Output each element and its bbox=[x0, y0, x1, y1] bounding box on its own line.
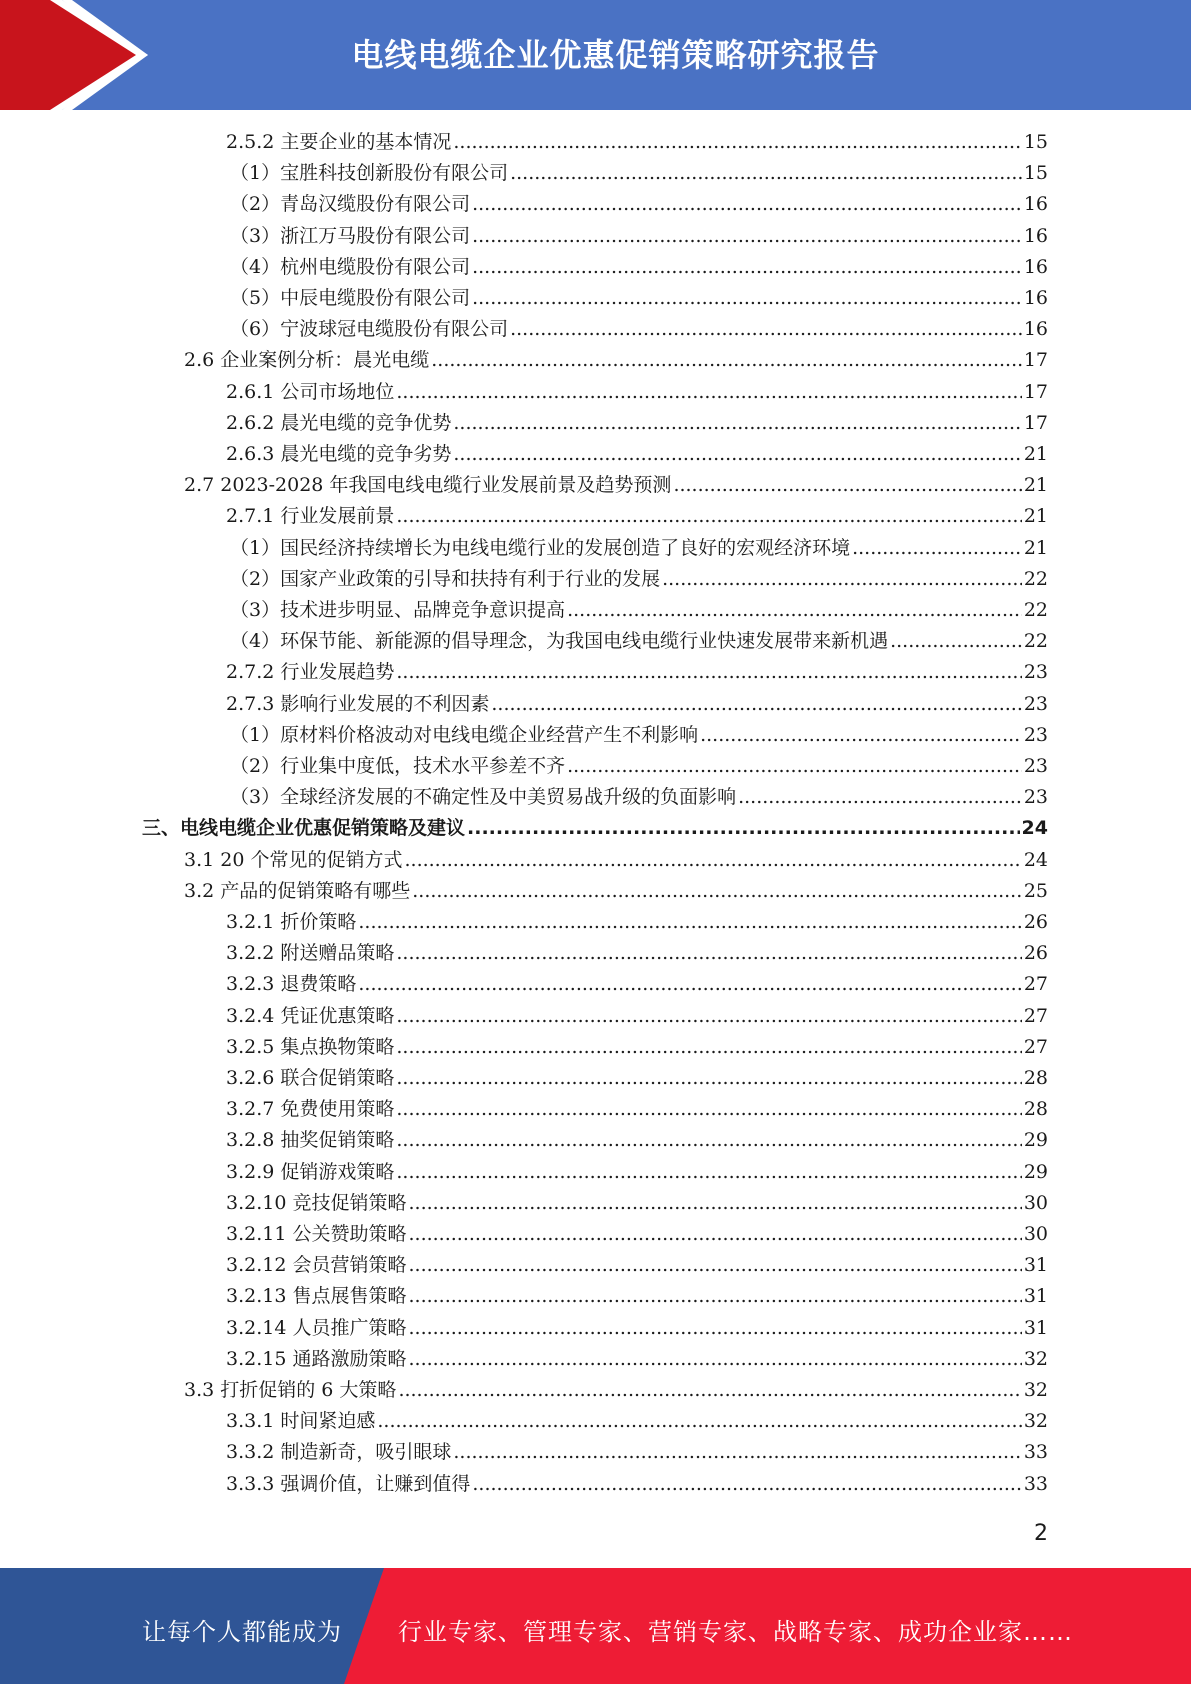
toc-entry[interactable] bbox=[226, 1125, 1048, 1156]
toc-entry-label: 2.6.2 晨光电缆的竞争优势 bbox=[226, 411, 452, 434]
toc-leader-dots bbox=[700, 720, 1022, 751]
toc-entry-page: 31 bbox=[1023, 1254, 1048, 1277]
toc-entry-label: 3.2.8 抽奖促销策略 bbox=[226, 1129, 395, 1152]
toc-entry[interactable] bbox=[230, 158, 1048, 189]
toc-entry[interactable] bbox=[226, 377, 1048, 408]
toc-leader-dots bbox=[396, 938, 1021, 969]
toc-leader-dots bbox=[510, 314, 1022, 345]
page-footer bbox=[0, 1568, 1191, 1684]
toc-entry-label: 3.2.4 凭证优惠策略 bbox=[226, 1004, 395, 1027]
toc-leader-dots bbox=[396, 1063, 1021, 1094]
toc-entry-page: 22 bbox=[1023, 567, 1048, 590]
toc-entry-page: 21 bbox=[1023, 536, 1048, 559]
toc-entry-page: 24 bbox=[1021, 817, 1048, 840]
toc-leader-dots bbox=[453, 439, 1021, 470]
toc-leader-dots bbox=[852, 533, 1022, 564]
toc-leader-dots bbox=[396, 657, 1021, 688]
toc-leader-dots bbox=[377, 1406, 1021, 1437]
toc-entry-label: （2）青岛汉缆股份有限公司 bbox=[230, 193, 471, 216]
toc-entry[interactable] bbox=[230, 626, 1048, 657]
toc-entry-page: 33 bbox=[1023, 1441, 1048, 1464]
toc-entry-page: 23 bbox=[1023, 723, 1048, 746]
toc-entry[interactable] bbox=[184, 1375, 1048, 1406]
toc-entry-label: 3.3.1 时间紧迫感 bbox=[226, 1410, 376, 1433]
toc-entry-page: 33 bbox=[1023, 1472, 1048, 1495]
toc-entry-label: 2.7 2023-2028 年我国电线电缆行业发展前景及趋势预测 bbox=[184, 474, 672, 497]
toc-entry[interactable] bbox=[226, 938, 1048, 969]
toc-entry-page: 16 bbox=[1023, 318, 1048, 341]
toc-entry[interactable] bbox=[226, 657, 1048, 688]
toc-entry-label: 3.2.13 售点展售策略 bbox=[226, 1285, 407, 1308]
toc-leader-dots bbox=[396, 501, 1021, 532]
toc-entry-page: 23 bbox=[1023, 786, 1048, 809]
toc-leader-dots bbox=[472, 1469, 1021, 1500]
toc-entry-page: 27 bbox=[1023, 1035, 1048, 1058]
toc-entry-label: 2.7.2 行业发展趋势 bbox=[226, 661, 395, 684]
toc-entry[interactable] bbox=[184, 876, 1048, 907]
toc-entry[interactable] bbox=[184, 470, 1048, 501]
toc-entry[interactable] bbox=[230, 221, 1048, 252]
toc-entry-page: 15 bbox=[1023, 131, 1048, 153]
toc-entry-label: 3.2.7 免费使用策略 bbox=[226, 1098, 395, 1121]
toc-entry-label: 3.1 20 个常见的促销方式 bbox=[184, 848, 403, 871]
toc-entry-page: 29 bbox=[1023, 1129, 1048, 1152]
toc-entry-page: 25 bbox=[1023, 879, 1048, 902]
toc-leader-dots bbox=[396, 1001, 1021, 1032]
toc-entry-page: 28 bbox=[1023, 1098, 1048, 1121]
toc-entry-page: 28 bbox=[1023, 1067, 1048, 1089]
toc-entry-label: 2.6.1 公司市场地位 bbox=[226, 380, 395, 403]
toc-entry-page: 21 bbox=[1023, 505, 1048, 528]
toc-entry-label: （1）宝胜科技创新股份有限公司 bbox=[230, 162, 509, 185]
toc-leader-dots bbox=[453, 1437, 1021, 1468]
toc-entry[interactable] bbox=[226, 1250, 1048, 1281]
toc-entry-label: （3）技术进步明显、品牌竞争意识提高 bbox=[230, 599, 566, 621]
toc-entry[interactable] bbox=[226, 1063, 1048, 1094]
toc-entry-page: 16 bbox=[1023, 193, 1048, 216]
toc-entry[interactable] bbox=[230, 595, 1048, 626]
toc-entry-page: 23 bbox=[1023, 661, 1048, 684]
toc-entry[interactable] bbox=[230, 252, 1048, 283]
toc-leader-dots bbox=[358, 907, 1021, 938]
toc-entry-label: 3.2.5 集点换物策略 bbox=[226, 1035, 395, 1058]
toc-entry[interactable] bbox=[226, 1344, 1048, 1375]
toc-entry-label: 3.2.2 附送赠品策略 bbox=[226, 942, 395, 965]
toc-leader-dots bbox=[472, 283, 1022, 314]
toc-entry-label: 2.7.3 影响行业发展的不利因素 bbox=[226, 692, 490, 715]
toc-entry[interactable] bbox=[226, 1219, 1048, 1250]
toc-entry-page: 17 bbox=[1023, 411, 1048, 434]
toc-entry-page: 17 bbox=[1023, 380, 1048, 403]
toc-entry-label: （3）全球经济发展的不确定性及中美贸易战升级的负面影响 bbox=[230, 786, 737, 809]
toc-entry-page: 21 bbox=[1023, 474, 1048, 497]
toc-entry-label: （5）中辰电缆股份有限公司 bbox=[230, 287, 471, 309]
toc-entry-page: 26 bbox=[1023, 911, 1048, 933]
toc-entry-label: （6）宁波球冠电缆股份有限公司 bbox=[230, 318, 509, 341]
toc-leader-dots bbox=[412, 876, 1022, 907]
page-number: 2 bbox=[1034, 1521, 1048, 1546]
toc-entry-page: 16 bbox=[1023, 287, 1048, 309]
toc-leader-dots bbox=[472, 189, 1022, 220]
toc-entry-label: 3.2 产品的促销策略有哪些 bbox=[184, 879, 411, 902]
toc-entry-label: （1）国民经济持续增长为电线电缆行业的发展创造了良好的宏观经济环境 bbox=[230, 536, 851, 559]
toc-entry-page: 29 bbox=[1023, 1160, 1048, 1183]
toc-leader-dots bbox=[396, 1094, 1021, 1125]
toc-entry-label: 三、电线电缆企业优惠促销策略及建议 bbox=[142, 817, 466, 840]
toc-entry-label: 3.3.3 强调价值，让赚到值得 bbox=[226, 1472, 471, 1495]
toc-leader-dots bbox=[396, 377, 1021, 408]
toc-entry-page: 22 bbox=[1023, 630, 1048, 653]
toc-entry-label: 3.2.12 会员营销策略 bbox=[226, 1254, 407, 1277]
toc-entry-page: 21 bbox=[1023, 443, 1048, 465]
toc-leader-dots bbox=[467, 813, 1020, 844]
toc-entry-label: 3.2.15 通路激励策略 bbox=[226, 1347, 407, 1370]
toc-leader-dots bbox=[890, 626, 1022, 657]
toc-entry-label: 3.2.1 折价策略 bbox=[226, 911, 357, 933]
toc-entry-label: 3.2.6 联合促销策略 bbox=[226, 1067, 395, 1089]
toc-leader-dots bbox=[396, 1125, 1021, 1156]
report-title: 电线电缆企业优惠促销策略研究报告 bbox=[351, 36, 880, 74]
toc-entry-label: （2）国家产业政策的引导和扶持有利于行业的发展 bbox=[230, 567, 661, 590]
toc-entry-page: 16 bbox=[1023, 224, 1048, 247]
toc-entry[interactable] bbox=[230, 564, 1048, 595]
toc-entry[interactable] bbox=[226, 1281, 1048, 1312]
toc-entry[interactable] bbox=[226, 1188, 1048, 1219]
toc-leader-dots bbox=[472, 252, 1022, 283]
toc-leader-dots bbox=[453, 408, 1021, 439]
toc-leader-dots bbox=[408, 1344, 1021, 1375]
toc-entry[interactable] bbox=[226, 1157, 1048, 1188]
toc-entry-page: 24 bbox=[1023, 848, 1048, 871]
toc-leader-dots bbox=[408, 1250, 1021, 1281]
toc-leader-dots bbox=[510, 158, 1022, 189]
toc-entry[interactable] bbox=[226, 501, 1048, 532]
toc-entry-label: 3.2.3 退费策略 bbox=[226, 973, 357, 996]
toc-leader-dots bbox=[408, 1219, 1021, 1250]
toc-leader-dots bbox=[408, 1313, 1021, 1344]
toc-leader-dots bbox=[396, 1032, 1021, 1063]
toc-leader-dots bbox=[453, 127, 1021, 158]
toc-entry-page: 32 bbox=[1023, 1410, 1048, 1433]
toc-entry[interactable] bbox=[226, 907, 1048, 938]
toc-entry[interactable] bbox=[226, 1406, 1048, 1437]
toc-leader-dots bbox=[567, 751, 1022, 782]
toc-entry-page: 27 bbox=[1023, 1004, 1048, 1027]
toc-entry-page: 27 bbox=[1023, 973, 1048, 996]
toc-leader-dots bbox=[662, 564, 1022, 595]
toc-entry-label: 3.2.14 人员推广策略 bbox=[226, 1316, 407, 1339]
toc-entry[interactable] bbox=[142, 813, 1048, 844]
toc-leader-dots bbox=[404, 845, 1021, 876]
toc-entry-page: 15 bbox=[1023, 162, 1048, 185]
toc-entry-page: 17 bbox=[1023, 349, 1048, 372]
toc-entry[interactable] bbox=[230, 283, 1048, 314]
toc-leader-dots bbox=[472, 221, 1022, 252]
toc-entry[interactable] bbox=[226, 1437, 1048, 1468]
toc-entry-label: 3.3.2 制造新奇，吸引眼球 bbox=[226, 1441, 452, 1464]
toc-entry-label: 3.2.10 竞技促销策略 bbox=[226, 1191, 407, 1214]
toc-leader-dots bbox=[358, 969, 1021, 1000]
toc-entry[interactable] bbox=[230, 782, 1048, 813]
toc-entry[interactable] bbox=[226, 689, 1048, 720]
toc-entry[interactable] bbox=[226, 1469, 1048, 1500]
toc-leader-dots bbox=[673, 470, 1021, 501]
toc-entry[interactable] bbox=[226, 1313, 1048, 1344]
toc-entry-label: （1）原材料价格波动对电线电缆企业经营产生不利影响 bbox=[230, 723, 699, 746]
toc-entry-label: （4）环保节能、新能源的倡导理念，为我国电线电缆行业快速发展带来新机遇 bbox=[230, 630, 889, 653]
toc-entry[interactable] bbox=[226, 1001, 1048, 1032]
toc-entry-label: 2.5.2 主要企业的基本情况 bbox=[226, 131, 452, 153]
toc-entry-label: （3）浙江万马股份有限公司 bbox=[230, 224, 471, 247]
toc-entry[interactable] bbox=[226, 1032, 1048, 1063]
toc-entry-label: 3.2.11 公关赞助策略 bbox=[226, 1223, 407, 1245]
toc-entry-label: （2）行业集中度低，技术水平参差不齐 bbox=[230, 755, 566, 777]
toc-entry-label: 3.3 打折促销的 6 大策略 bbox=[184, 1379, 397, 1401]
toc-entry-label: 2.7.1 行业发展前景 bbox=[226, 505, 395, 528]
toc-entry[interactable] bbox=[184, 345, 1048, 376]
footer-slogan: 让每个人都能成为 bbox=[142, 1618, 342, 1646]
toc-entry-label: 2.6.3 晨光电缆的竞争劣势 bbox=[226, 443, 452, 465]
toc-entry-page: 30 bbox=[1023, 1223, 1048, 1245]
toc-entry[interactable] bbox=[226, 1094, 1048, 1125]
toc-leader-dots bbox=[398, 1375, 1021, 1406]
toc-leader-dots bbox=[408, 1188, 1021, 1219]
toc-entry-page: 32 bbox=[1023, 1379, 1048, 1401]
toc-entry[interactable] bbox=[226, 969, 1048, 1000]
toc-entry-page: 26 bbox=[1023, 942, 1048, 965]
toc-leader-dots bbox=[408, 1281, 1021, 1312]
toc-entry-page: 22 bbox=[1023, 599, 1048, 621]
page-header bbox=[0, 0, 1191, 110]
toc-entry[interactable] bbox=[230, 314, 1048, 345]
toc-entry-page: 23 bbox=[1023, 692, 1048, 715]
toc-leader-dots bbox=[567, 595, 1022, 626]
toc-entry[interactable] bbox=[230, 189, 1048, 220]
toc-entry-label: （4）杭州电缆股份有限公司 bbox=[230, 255, 471, 278]
toc-entry[interactable] bbox=[226, 408, 1048, 439]
toc-entry-page: 31 bbox=[1023, 1285, 1048, 1308]
toc-entry-page: 31 bbox=[1023, 1316, 1048, 1339]
toc-entry[interactable] bbox=[230, 720, 1048, 751]
toc-leader-dots bbox=[738, 782, 1022, 813]
toc-entry[interactable] bbox=[184, 845, 1048, 876]
toc-entry-label: 3.2.9 促销游戏策略 bbox=[226, 1160, 395, 1183]
toc-entry-page: 16 bbox=[1023, 255, 1048, 278]
toc-entry-page: 32 bbox=[1023, 1347, 1048, 1370]
toc-entry[interactable] bbox=[230, 751, 1048, 782]
toc-entry-label: 2.6 企业案例分析：晨光电缆 bbox=[184, 349, 430, 372]
toc-entry[interactable] bbox=[230, 533, 1048, 564]
toc-leader-dots bbox=[491, 689, 1021, 720]
footer-roles: 行业专家、管理专家、营销专家、战略专家、成功企业家…… bbox=[398, 1618, 1073, 1646]
toc-entry[interactable] bbox=[226, 127, 1048, 158]
toc-entry-page: 23 bbox=[1023, 755, 1048, 777]
toc-entry[interactable] bbox=[226, 439, 1048, 470]
toc-leader-dots bbox=[396, 1157, 1021, 1188]
toc-entry-page: 30 bbox=[1023, 1191, 1048, 1214]
toc-leader-dots bbox=[431, 345, 1022, 376]
